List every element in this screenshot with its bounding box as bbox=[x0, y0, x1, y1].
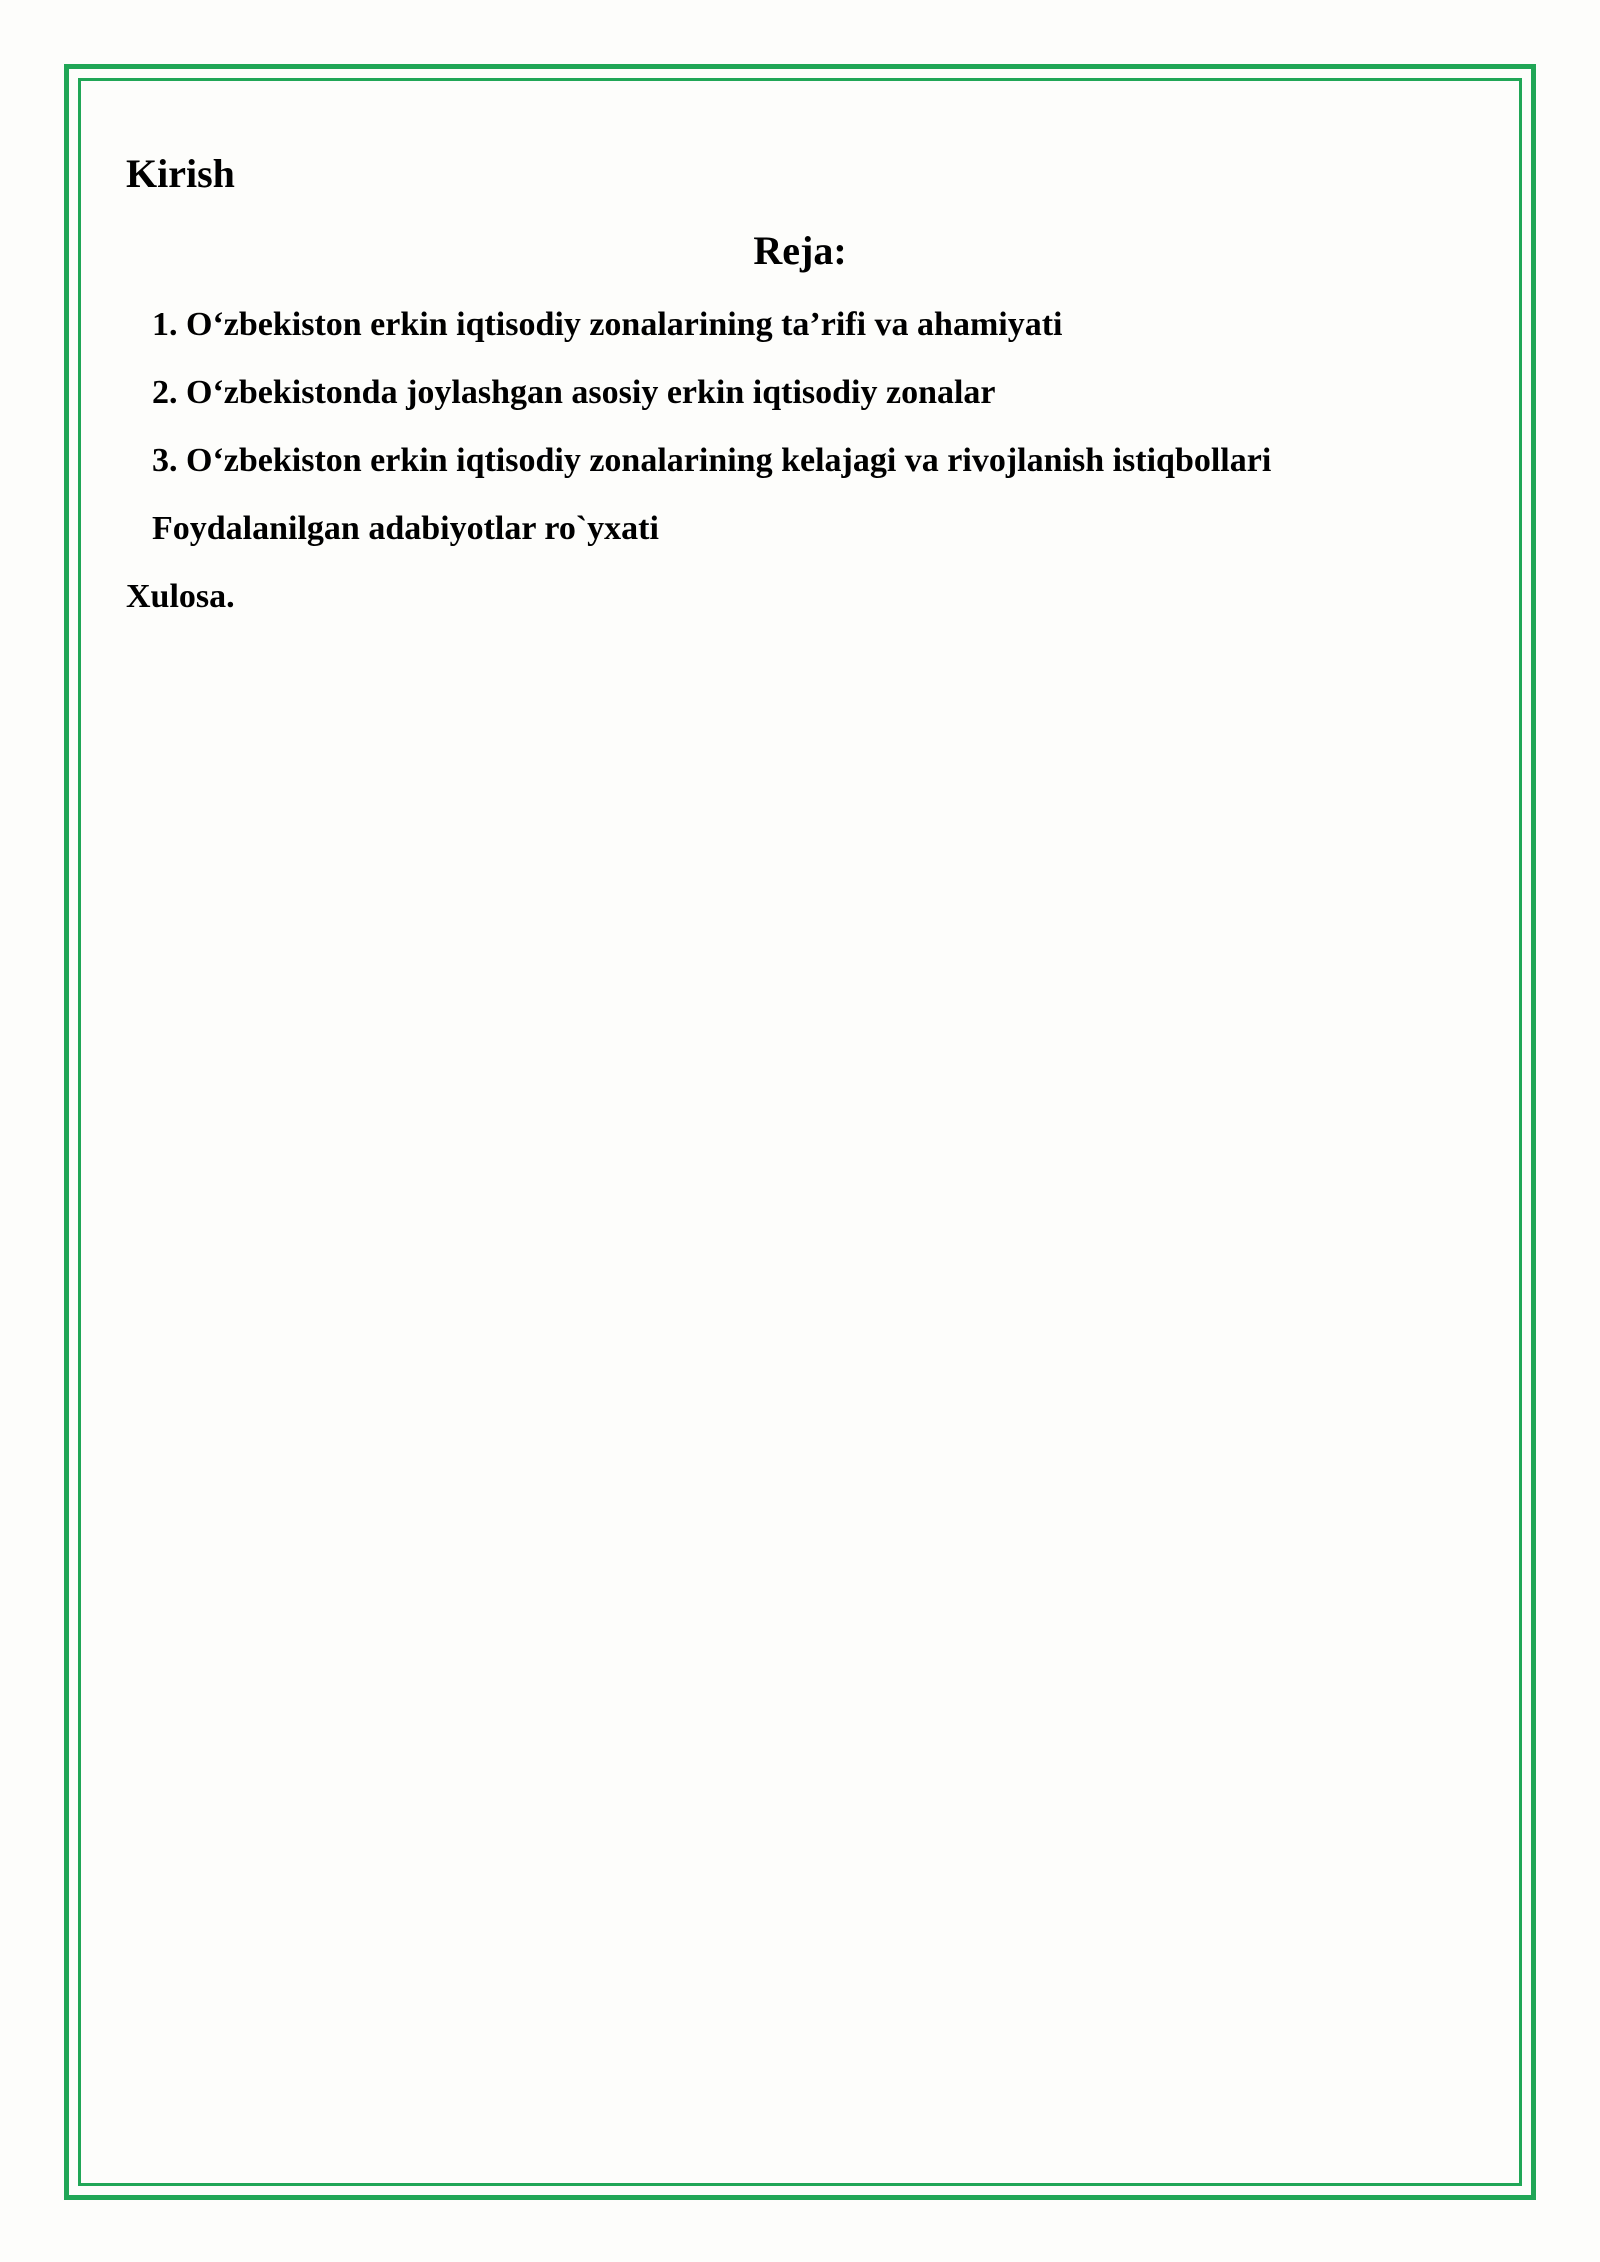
conclusion-heading: Xulosa. bbox=[126, 578, 235, 615]
plan-item-references: Foydalanilgan adabiyotlar ro`yxati bbox=[152, 510, 659, 547]
plan-item-1: 1. O‘zbekiston erkin iqtisodiy zonalarining ta’rifi va ahamiyati bbox=[152, 306, 1063, 343]
plan-title: Reja: bbox=[753, 228, 847, 273]
intro-heading: Kirish bbox=[126, 151, 235, 196]
plan-item-2: 2. O‘zbekistonda joylashgan asosiy erkin iqtisodiy zonalar bbox=[152, 374, 996, 411]
plan-item-3: 3. O‘zbekiston erkin iqtisodiy zonalarining kelajagi va rivojlanish istiqbollari bbox=[152, 442, 1272, 479]
